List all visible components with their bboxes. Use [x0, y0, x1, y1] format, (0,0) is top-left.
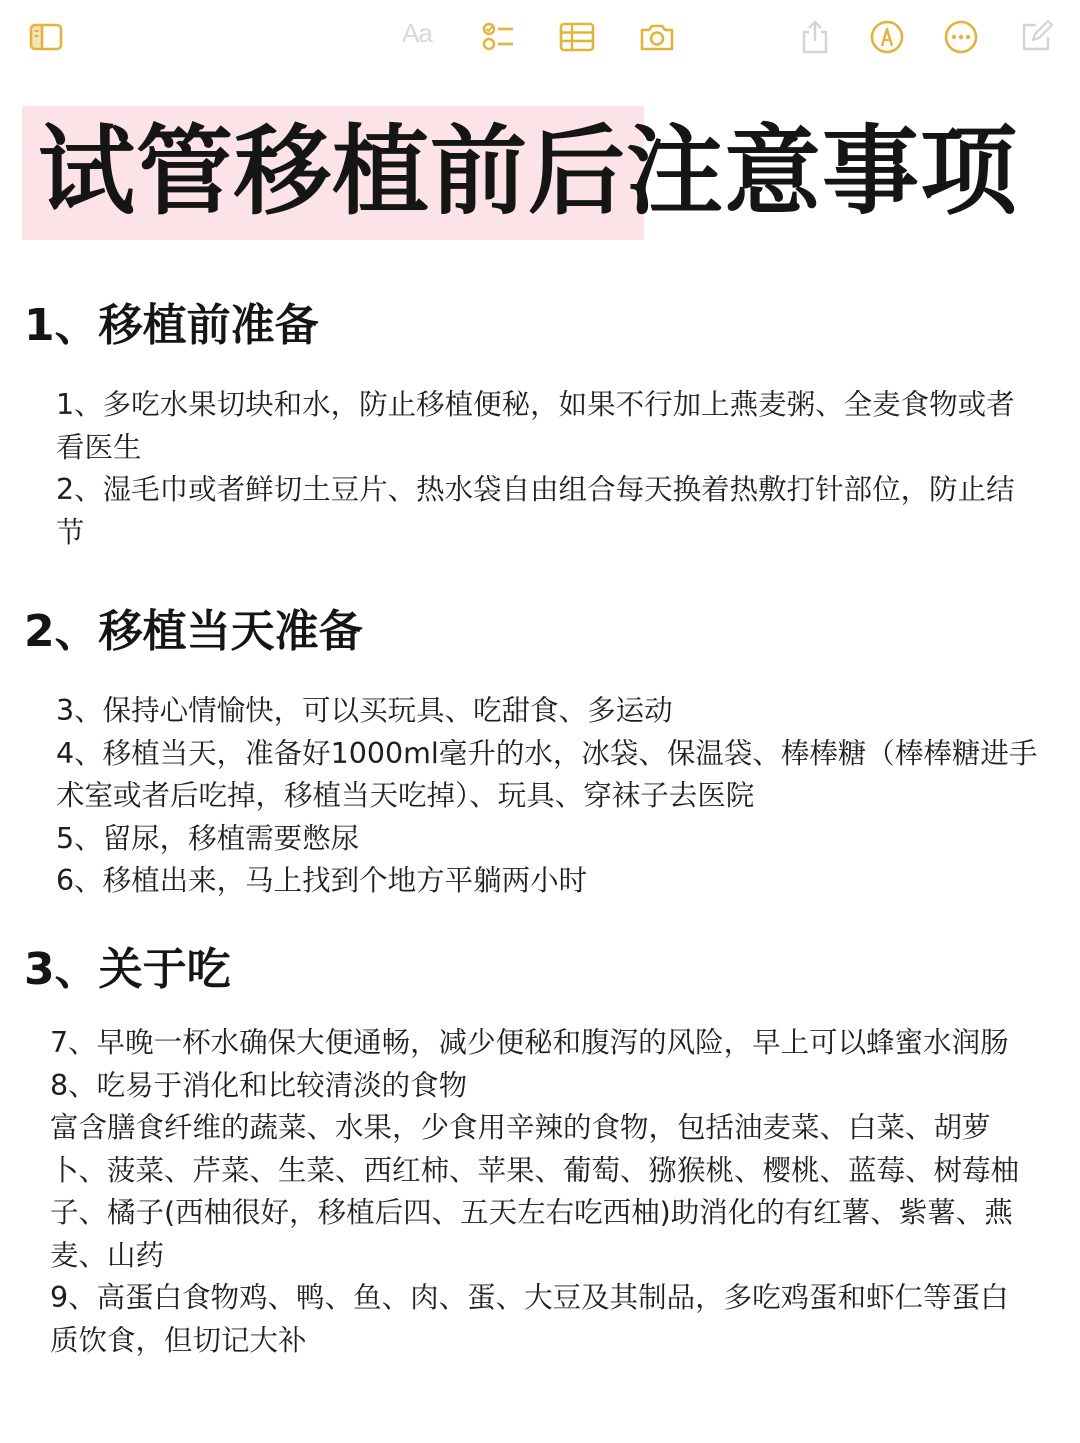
notes-toolbar	[0, 0, 1080, 78]
list-item: 富含膳食纤维的蔬菜、水果，少食用辛辣的食物，包括油麦菜、白菜、胡萝卜、菠菜、芹菜、生菜、西红柿、苹果、葡萄、猕猴桃、樱桃、蓝莓、树莓柚子、橘子(西柚很好，移植后四、五天左右吃西柚)助消化的有红薯、紫薯、燕麦、山药	[50, 1111, 1020, 1272]
compose-icon	[1018, 19, 1054, 55]
section-heading: 1、移植前准备	[24, 300, 319, 351]
list-item: 4、移植当天，准备好1000ml毫升的水，冰袋、保温袋、棒棒糖（棒棒糖进手术室或者后吃掉，移植当天吃掉）、玩具、穿袜子去医院	[56, 736, 1038, 812]
compose-button[interactable]	[1016, 17, 1056, 57]
list-item: 8、吃易于消化和比较清淡的食物	[50, 1068, 468, 1102]
list-item: 6、移植出来，马上找到个地方平躺两小时	[56, 864, 588, 897]
share-icon	[797, 19, 833, 55]
list-item: 7、早晚一杯水确保大便通畅，减少便秘和腹泻的风险，早上可以蜂蜜水润肠	[50, 1026, 1009, 1059]
list-item: 5、留尿，移植需要憋尿	[56, 821, 360, 855]
format-text-button[interactable]: Aa	[402, 18, 432, 48]
note-title: 试管移植前后注意事项	[38, 115, 1018, 228]
camera-button[interactable]	[637, 17, 677, 57]
section-before-transfer	[24, 298, 1044, 549]
camera-icon	[639, 19, 675, 55]
sidebar-toggle-button[interactable]	[26, 17, 66, 57]
more-button[interactable]	[941, 17, 981, 57]
section-items	[50, 1022, 1030, 1362]
table-button[interactable]	[557, 17, 597, 57]
section-transfer-day	[24, 604, 1044, 897]
table-icon	[559, 19, 595, 55]
note-title-block[interactable]	[22, 106, 1062, 242]
list-item: 9、高蛋白食物鸡、鸭、鱼、肉、蛋、大豆及其制品，多吃鸡蛋和虾仁等蛋白质饮食，但切记大补	[50, 1281, 1009, 1357]
checklist-button[interactable]	[478, 17, 518, 57]
markup-button[interactable]	[867, 17, 907, 57]
section-heading: 2、移植当天准备	[24, 606, 363, 657]
sidebar-icon	[28, 19, 64, 55]
share-button[interactable]	[795, 17, 835, 57]
list-item: 3、保持心情愉快，可以买玩具、吃甜食、多运动	[56, 694, 673, 727]
markup-icon	[869, 19, 905, 55]
section-items	[56, 690, 1041, 903]
section-about-eating	[24, 942, 1044, 1357]
list-item: 2、湿毛巾或者鲜切土豆片、热水袋自由组合每天换着热敷打针部位，防止结节	[56, 473, 1015, 549]
section-heading: 3、关于吃	[24, 944, 231, 995]
checklist-icon	[480, 19, 516, 55]
more-icon	[943, 19, 979, 55]
section-items	[56, 384, 1024, 554]
list-item: 1、多吃水果切块和水，防止移植便秘，如果不行加上燕麦粥、全麦食物或者看医生	[56, 388, 1015, 464]
